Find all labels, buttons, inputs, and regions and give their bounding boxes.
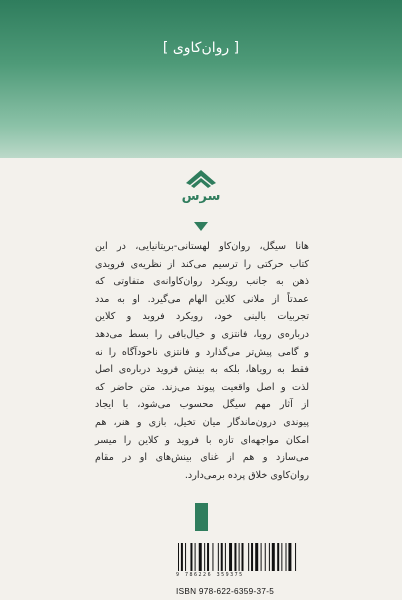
paragraph-line: کتاب حرکتی را ترسیم می‌کند از نظریه‌ی فرویدی bbox=[95, 258, 309, 270]
green-divider-bar bbox=[195, 503, 208, 531]
paragraph-line: پیوندی درون‌ماندگار میان تخیل، بازی و هنر، هم bbox=[95, 416, 309, 428]
paragraph-line: روان‌کاوی خلاق پرده برمی‌دارد. bbox=[184, 469, 309, 481]
isbn-number: ISBN 978-622-6359-37-5 bbox=[176, 587, 275, 596]
description-paragraph bbox=[95, 238, 309, 484]
paragraph-line: و گامی پیش‌تر می‌گذارد و فانتزی ناخودآگاه را نه bbox=[95, 346, 309, 358]
paragraph-line: ذهن به جانب رویکرد روان‌کاوانه‌ی متفاوتی که bbox=[95, 276, 309, 288]
paragraph-line: درباره‌ی رویا، فانتزی و خیال‌بافی را بسط می‌دهد bbox=[95, 328, 309, 340]
paragraph-line: هانا سیگل، روان‌کاو لهستانی-بریتانیایی، در این bbox=[95, 241, 309, 252]
paragraph-line: عمدتاً از ملانی کلاین الهام می‌گیرد. او به مدد bbox=[95, 293, 309, 305]
publisher-logo-text: سرس bbox=[181, 189, 221, 204]
green-header-band bbox=[0, 0, 402, 158]
paragraph-line: امکان مواجهه‌ای تازه با فروید و کلاین را میسر bbox=[95, 434, 309, 446]
paragraph-line: تجربیات بالینی خود، رویکرد فروید و کلاین bbox=[95, 311, 309, 323]
paragraph-line: لذت و اصل واقعیت پیوند می‌زند. متن حاضر که bbox=[95, 381, 309, 393]
series-label: [ روان‌کاوی ] bbox=[162, 40, 240, 56]
barcode-digits: 9 786226 359375 bbox=[176, 572, 286, 580]
triangle-down-icon bbox=[194, 222, 208, 231]
barcode-area bbox=[176, 543, 388, 599]
paragraph-line: می‌سازد و هم از غنای بینش‌های او در مقام bbox=[95, 452, 309, 464]
paragraph-line: از آثار مهم سیگل محسوب می‌شود، با ایجاد bbox=[95, 399, 309, 411]
paragraph-line: فقط به رویاها، بلکه به بینش فروید درباره‌ی اصل bbox=[95, 364, 309, 376]
